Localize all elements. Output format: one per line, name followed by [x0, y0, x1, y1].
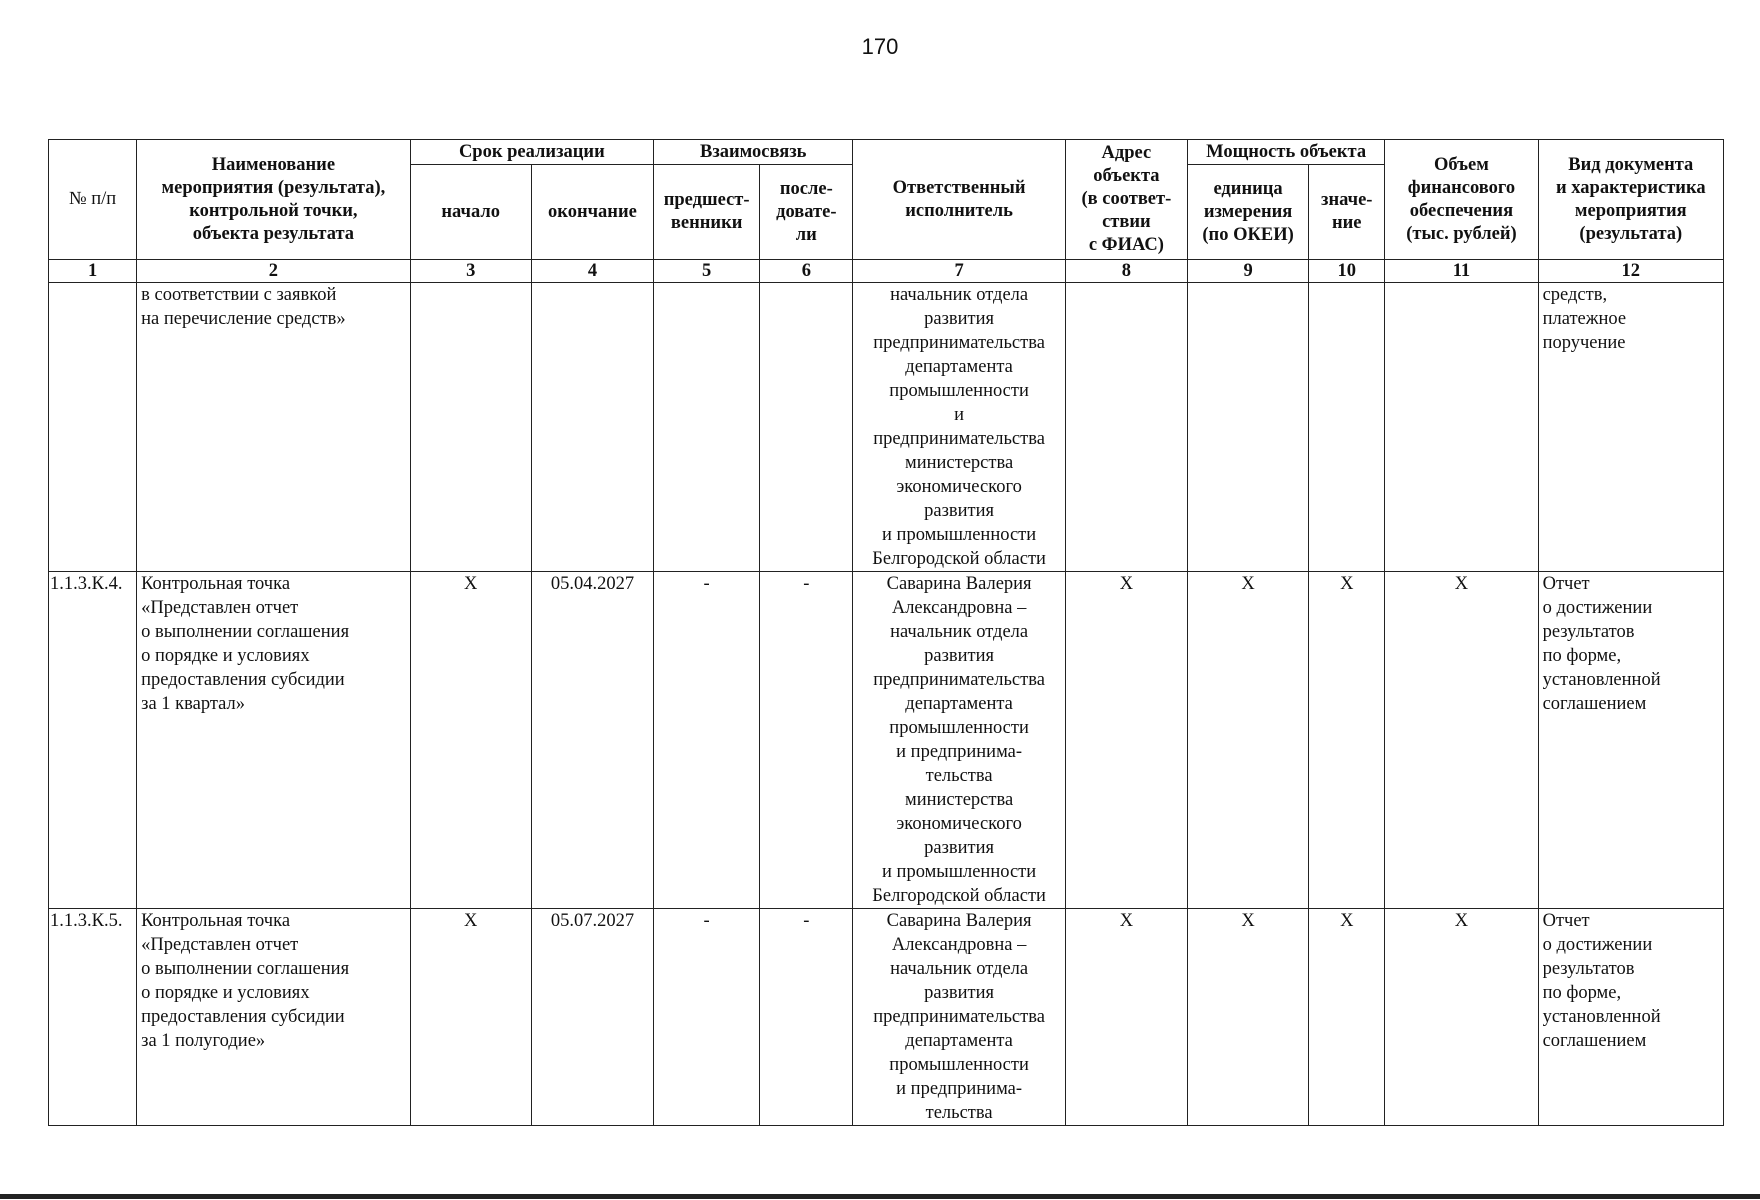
column-number: 7	[853, 260, 1065, 283]
row-address: X	[1065, 909, 1187, 1126]
table-row	[49, 909, 1724, 1126]
row-end	[531, 283, 653, 572]
row-successors: -	[760, 572, 853, 909]
row-successors: -	[760, 909, 853, 1126]
row-start: X	[410, 909, 531, 1126]
row-number: 1.1.3.К.5.	[49, 909, 137, 1126]
table-row	[49, 572, 1724, 909]
column-number: 12	[1538, 260, 1723, 283]
header-start: начало	[410, 165, 531, 260]
row-end: 05.04.2027	[531, 572, 653, 909]
column-number: 10	[1309, 260, 1385, 283]
row-predecessors	[654, 283, 760, 572]
row-start: X	[410, 572, 531, 909]
header-end: окончание	[531, 165, 653, 260]
row-end: 05.07.2027	[531, 909, 653, 1126]
header-value: значе- ние	[1309, 165, 1385, 260]
header-term-group: Срок реализации	[410, 140, 653, 165]
header-name: Наименование мероприятия (результата), контрольной точки, объекта результата	[137, 140, 410, 260]
column-numbers-row	[49, 260, 1724, 283]
row-predecessors: -	[654, 572, 760, 909]
page-bottom-edge	[0, 1194, 1760, 1199]
row-value: X	[1309, 572, 1385, 909]
row-document: Отчет о достижении результатов по форме, установленной соглашением	[1538, 572, 1723, 909]
column-number: 2	[137, 260, 410, 283]
column-number: 6	[760, 260, 853, 283]
table-row	[49, 283, 1724, 572]
row-responsible: начальник отдела развития предпринимательства департамента промышленности и предпринимательства министерства экономического развития и промышленности Белгородской области	[853, 283, 1065, 572]
row-name: в соответствии с заявкой на перечисление средств»	[137, 283, 410, 572]
column-number: 8	[1065, 260, 1187, 283]
header-address: Адрес объекта (в соответ- ствии с ФИАС)	[1065, 140, 1187, 260]
column-number: 3	[410, 260, 531, 283]
activities-table	[48, 139, 1724, 1126]
row-unit: X	[1187, 572, 1308, 909]
column-number: 9	[1187, 260, 1308, 283]
header-predecessors: предшест- венники	[654, 165, 760, 260]
header-capacity-group: Мощность объекта	[1187, 140, 1384, 165]
row-responsible: Саварина Валерия Александровна – начальник отдела развития предпринимательства департамента промышленности и предпринима- тельства	[853, 909, 1065, 1126]
column-number: 1	[49, 260, 137, 283]
header-number: № п/п	[49, 140, 137, 260]
header-document: Вид документа и характеристика мероприятия (результата)	[1538, 140, 1723, 260]
row-finance	[1385, 283, 1538, 572]
row-value: X	[1309, 909, 1385, 1126]
header-unit: единица измерения (по ОКЕИ)	[1187, 165, 1308, 260]
row-name: Контрольная точка «Представлен отчет о выполнении соглашения о порядке и условиях предоставления субсидии за 1 полугодие»	[137, 909, 410, 1126]
header-link-group: Взаимосвязь	[654, 140, 853, 165]
header-finance: Объем финансового обеспечения (тыс. рублей)	[1385, 140, 1538, 260]
page-number: 170	[861, 34, 899, 59]
column-number: 5	[654, 260, 760, 283]
row-start	[410, 283, 531, 572]
row-finance: X	[1385, 572, 1538, 909]
row-finance: X	[1385, 909, 1538, 1126]
row-document: средств, платежное поручение	[1538, 283, 1723, 572]
column-number: 4	[531, 260, 653, 283]
row-name: Контрольная точка «Представлен отчет о выполнении соглашения о порядке и условиях предоставления субсидии за 1 квартал»	[137, 572, 410, 909]
row-number: 1.1.3.К.4.	[49, 572, 137, 909]
header-responsible: Ответственный исполнитель	[853, 140, 1065, 260]
row-predecessors: -	[654, 909, 760, 1126]
column-number: 11	[1385, 260, 1538, 283]
row-value	[1309, 283, 1385, 572]
row-document: Отчет о достижении результатов по форме, установленной соглашением	[1538, 909, 1723, 1126]
row-number	[49, 283, 137, 572]
row-unit	[1187, 283, 1308, 572]
header-successors: после- довате- ли	[760, 165, 853, 260]
row-address: X	[1065, 572, 1187, 909]
table-header	[49, 140, 1724, 260]
row-unit: X	[1187, 909, 1308, 1126]
row-responsible: Саварина Валерия Александровна – начальник отдела развития предпринимательства департамента промышленности и предпринима- тельства министерства экономического развития и промышленности Белгородской области	[853, 572, 1065, 909]
row-successors	[760, 283, 853, 572]
row-address	[1065, 283, 1187, 572]
